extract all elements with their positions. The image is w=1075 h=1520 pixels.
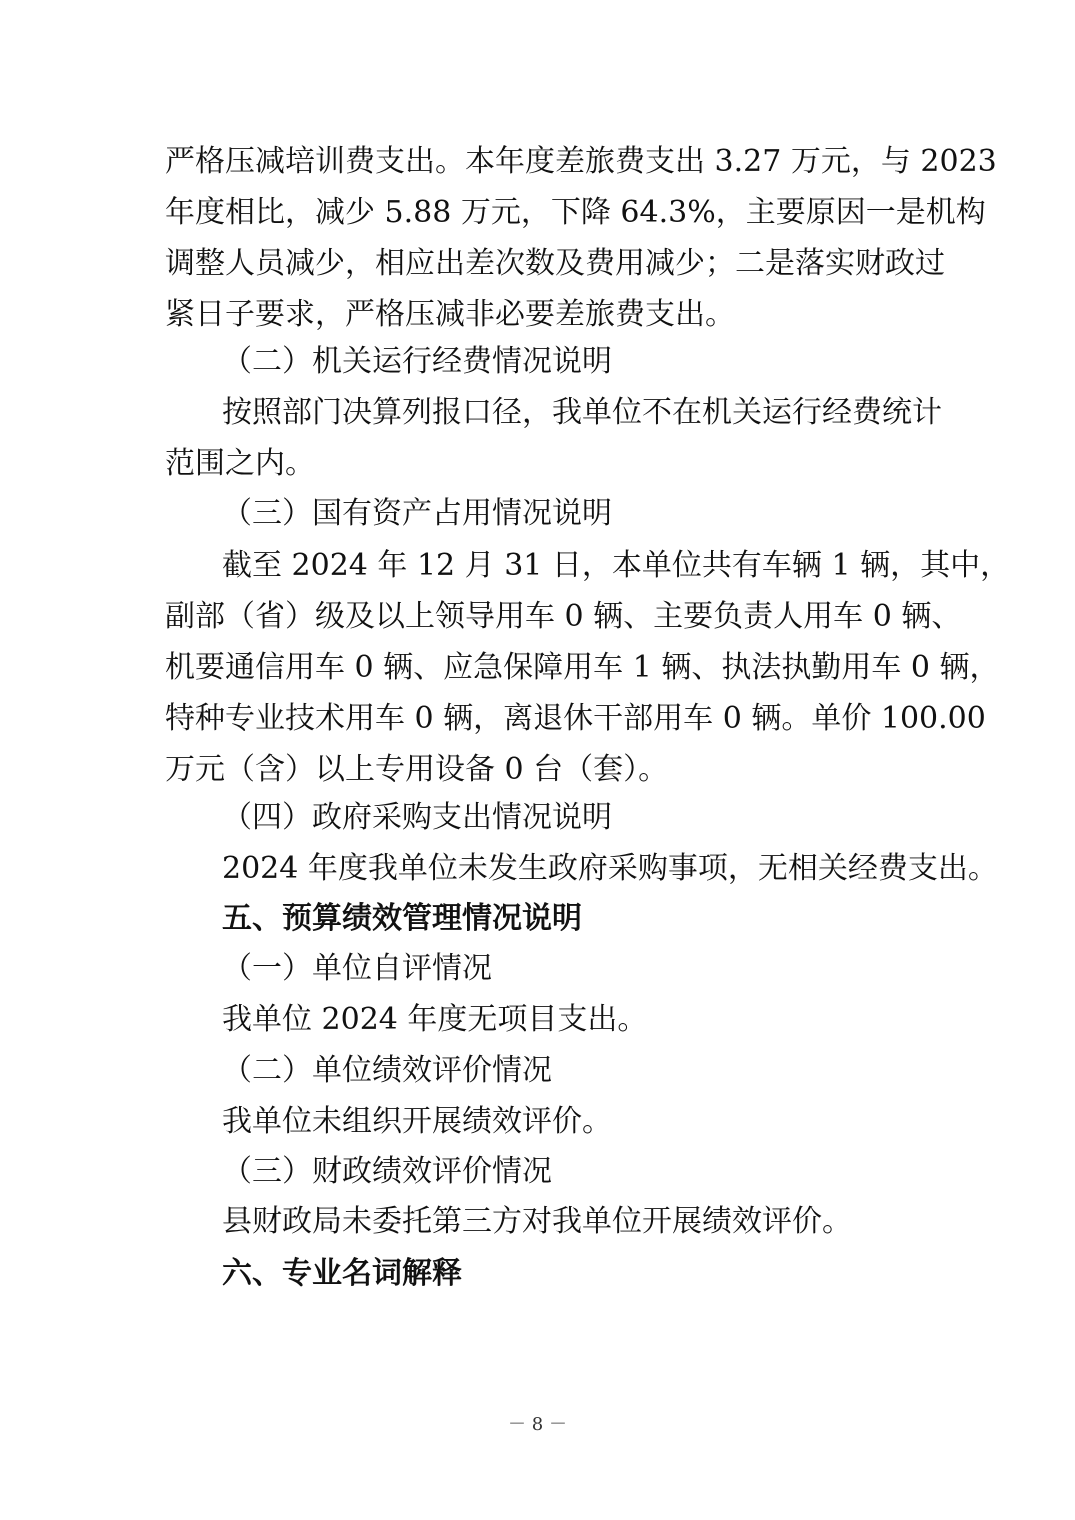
page-number: － 8 － bbox=[508, 1414, 567, 1435]
body-text-line: 范围之内。 bbox=[165, 446, 315, 481]
subsection-heading: （二）单位绩效评价情况 bbox=[222, 1053, 552, 1088]
body-text-line: 按照部门决算列报口径，我单位不在机关运行经费统计 bbox=[222, 395, 942, 430]
body-text-line: 万元（含）以上专用设备 0 台（套）。 bbox=[165, 752, 669, 787]
body-text-line: 县财政局未委托第三方对我单位开展绩效评价。 bbox=[222, 1204, 852, 1239]
subsection-heading: （一）单位自评情况 bbox=[222, 951, 492, 986]
body-text-line: 机要通信用车 0 辆、应急保障用车 1 辆、执法执勤用车 0 辆， bbox=[165, 650, 1000, 685]
body-text-line: 严格压减培训费支出。本年度差旅费支出 3.27 万元，与 2023 bbox=[165, 144, 997, 179]
body-text-line: 截至 2024 年 12 月 31 日，本单位共有车辆 1 辆，其中， bbox=[222, 548, 1011, 583]
body-text-line: 调整人员减少，相应出差次数及费用减少；二是落实财政过 bbox=[165, 246, 945, 281]
subsection-heading: （三）财政绩效评价情况 bbox=[222, 1154, 552, 1189]
body-text-line: 我单位 2024 年度无项目支出。 bbox=[222, 1002, 648, 1037]
body-text-line: 年度相比，减少 5.88 万元，下降 64.3%，主要原因一是机构 bbox=[165, 195, 986, 230]
body-text-line: 我单位未组织开展绩效评价。 bbox=[222, 1104, 612, 1139]
subsection-heading: （四）政府采购支出情况说明 bbox=[222, 800, 612, 835]
body-text-line: 副部（省）级及以上领导用车 0 辆、主要负责人用车 0 辆、 bbox=[165, 599, 962, 634]
body-text-line: 特种专业技术用车 0 辆，离退休干部用车 0 辆。单价 100.00 bbox=[165, 701, 986, 736]
subsection-heading: （三）国有资产占用情况说明 bbox=[222, 496, 612, 531]
subsection-heading: （二）机关运行经费情况说明 bbox=[222, 344, 612, 379]
body-text-line: 紧日子要求，严格压减非必要差旅费支出。 bbox=[165, 297, 735, 332]
section-heading: 六、专业名词解释 bbox=[222, 1256, 462, 1291]
section-heading: 五、预算绩效管理情况说明 bbox=[222, 901, 582, 936]
body-text-line: 2024 年度我单位未发生政府采购事项，无相关经费支出。 bbox=[222, 851, 998, 886]
